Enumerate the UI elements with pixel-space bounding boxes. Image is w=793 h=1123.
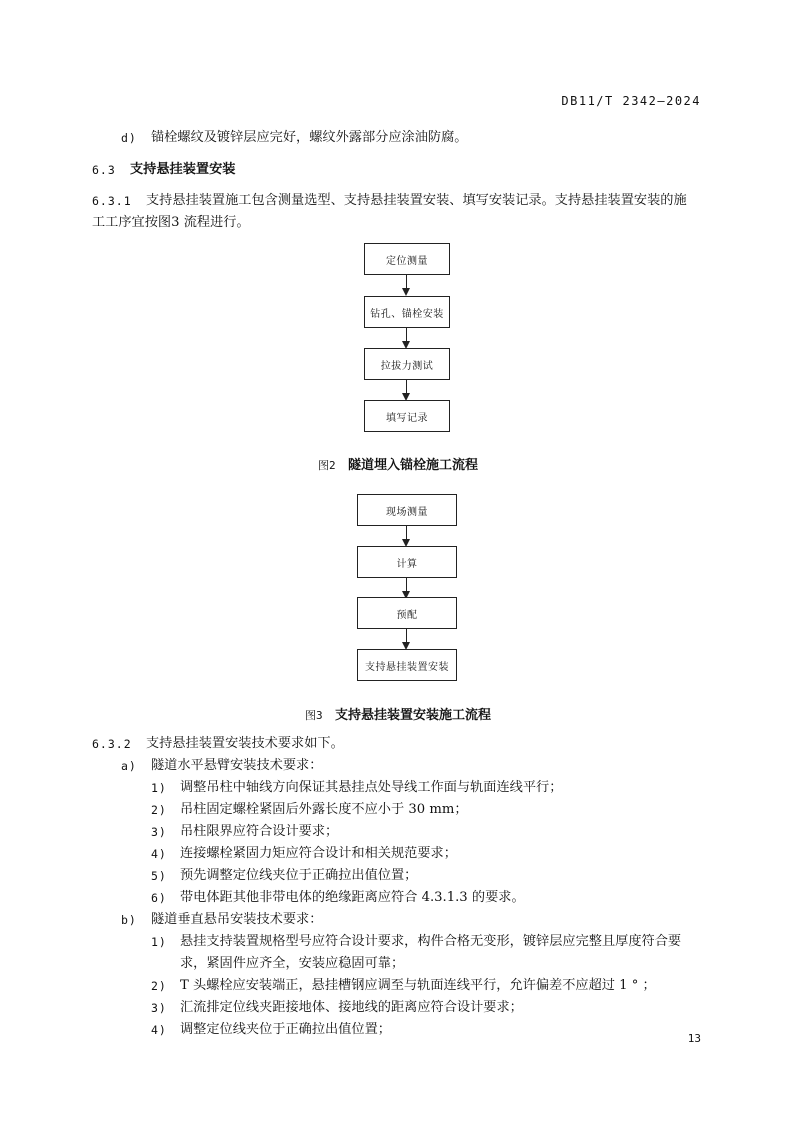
item-b-4-number: 4) <box>151 1023 167 1037</box>
figure-3-caption <box>305 704 491 723</box>
item-b-2-text: T 头螺栓应安装端正，悬挂槽钢应调至与轨面连线平行，允许偏差不应超过 1 ° ； <box>180 978 656 993</box>
flow2-step-4: 支持悬挂装置安装 <box>357 649 457 681</box>
figure-3-title: 支持悬挂装置安装施工流程 <box>335 708 492 723</box>
section-title: 支持悬挂装置安装 <box>130 162 236 177</box>
clause-6-3-2-text: 支持悬挂装置安装技术要求如下。 <box>146 736 344 751</box>
item-b-1-line1: 悬挂支持装置规格型号应符合设计要求，构件合格无变形，镀锌层应完整且厚度符合要 <box>180 934 682 949</box>
clause-6-3-2-number: 6.3.2 <box>92 737 132 751</box>
item-a-1-number: 1) <box>151 781 167 795</box>
flow1-step-1: 定位测量 <box>364 243 450 275</box>
figure-2-number: 图2 <box>318 459 336 472</box>
flow1-step-2: 钻孔、锚栓安装 <box>364 296 450 328</box>
flow1-arrowhead-1 <box>402 288 410 296</box>
flow2-step-2: 计算 <box>357 546 457 578</box>
item-a-title: 隧道水平悬臂安装技术要求： <box>151 758 323 773</box>
clause-6-3-1-number: 6.3.1 <box>92 194 132 208</box>
item-b-3-number: 3) <box>151 1001 167 1015</box>
section-number: 6.3 <box>92 163 116 177</box>
item-a-3-text: 吊柱限界应符合设计要求； <box>180 824 339 839</box>
item-a-label: a) <box>121 759 137 773</box>
flow2-step-3: 预配 <box>357 597 457 629</box>
page-number: 13 <box>687 1032 701 1045</box>
clause-6-3-1-line1: 支持悬挂装置施工包含测量选型、支持悬挂装置安装、填写安装记录。支持悬挂装置安装的施 <box>146 193 687 208</box>
item-a-1-text: 调整吊柱中轴线方向保证其悬挂点处导线工作面与轨面连线平行； <box>180 780 563 795</box>
item-b-4-text: 调整定位线夹位于正确拉出值位置； <box>180 1022 391 1037</box>
item-a-6-text: 带电体距其他非带电体的绝缘距离应符合 4.3.1.3 的要求。 <box>180 890 525 905</box>
item-a-4-number: 4) <box>151 847 167 861</box>
item-a-5-number: 5) <box>151 869 167 883</box>
figure-2-title: 隧道埋入锚栓施工流程 <box>348 458 479 473</box>
flow1-step-3: 拉拔力测试 <box>364 348 450 380</box>
clause-6-3-1-line2: 工工序宜按图3 流程进行。 <box>92 215 250 230</box>
flow1-step-4: 填写记录 <box>364 400 450 432</box>
item-a-3-number: 3) <box>151 825 167 839</box>
item-b-2-number: 2) <box>151 979 167 993</box>
item-b-1-number: 1) <box>151 935 167 949</box>
document-code-header: DB11/T 2342—2024 <box>561 94 701 108</box>
item-b-label: b) <box>121 913 137 927</box>
item-b-title: 隧道垂直悬吊安装技术要求： <box>151 912 323 927</box>
flow2-step-1: 现场测量 <box>357 494 457 526</box>
figure-3-number: 图3 <box>305 709 323 722</box>
item-a-2-text: 吊柱固定螺栓紧固后外露长度不应小于 30 mm； <box>180 802 468 817</box>
item-a-5-text: 预先调整定位线夹位于正确拉出值位置； <box>180 868 418 883</box>
item-a-6-number: 6) <box>151 891 167 905</box>
item-d-text: 锚栓螺纹及镀锌层应完好，螺纹外露部分应涂油防腐。 <box>151 130 468 145</box>
item-b-3-text: 汇流排定位线夹距接地体、接地线的距离应符合设计要求； <box>180 1000 523 1015</box>
item-d-label: d) <box>121 131 137 145</box>
item-b-1-line2: 求，紧固件应齐全，安装应稳固可靠； <box>180 956 405 971</box>
item-a-2-number: 2) <box>151 803 167 817</box>
figure-2-caption <box>318 454 478 473</box>
item-a-4-text: 连接螺栓紧固力矩应符合设计和相关规范要求； <box>180 846 457 861</box>
